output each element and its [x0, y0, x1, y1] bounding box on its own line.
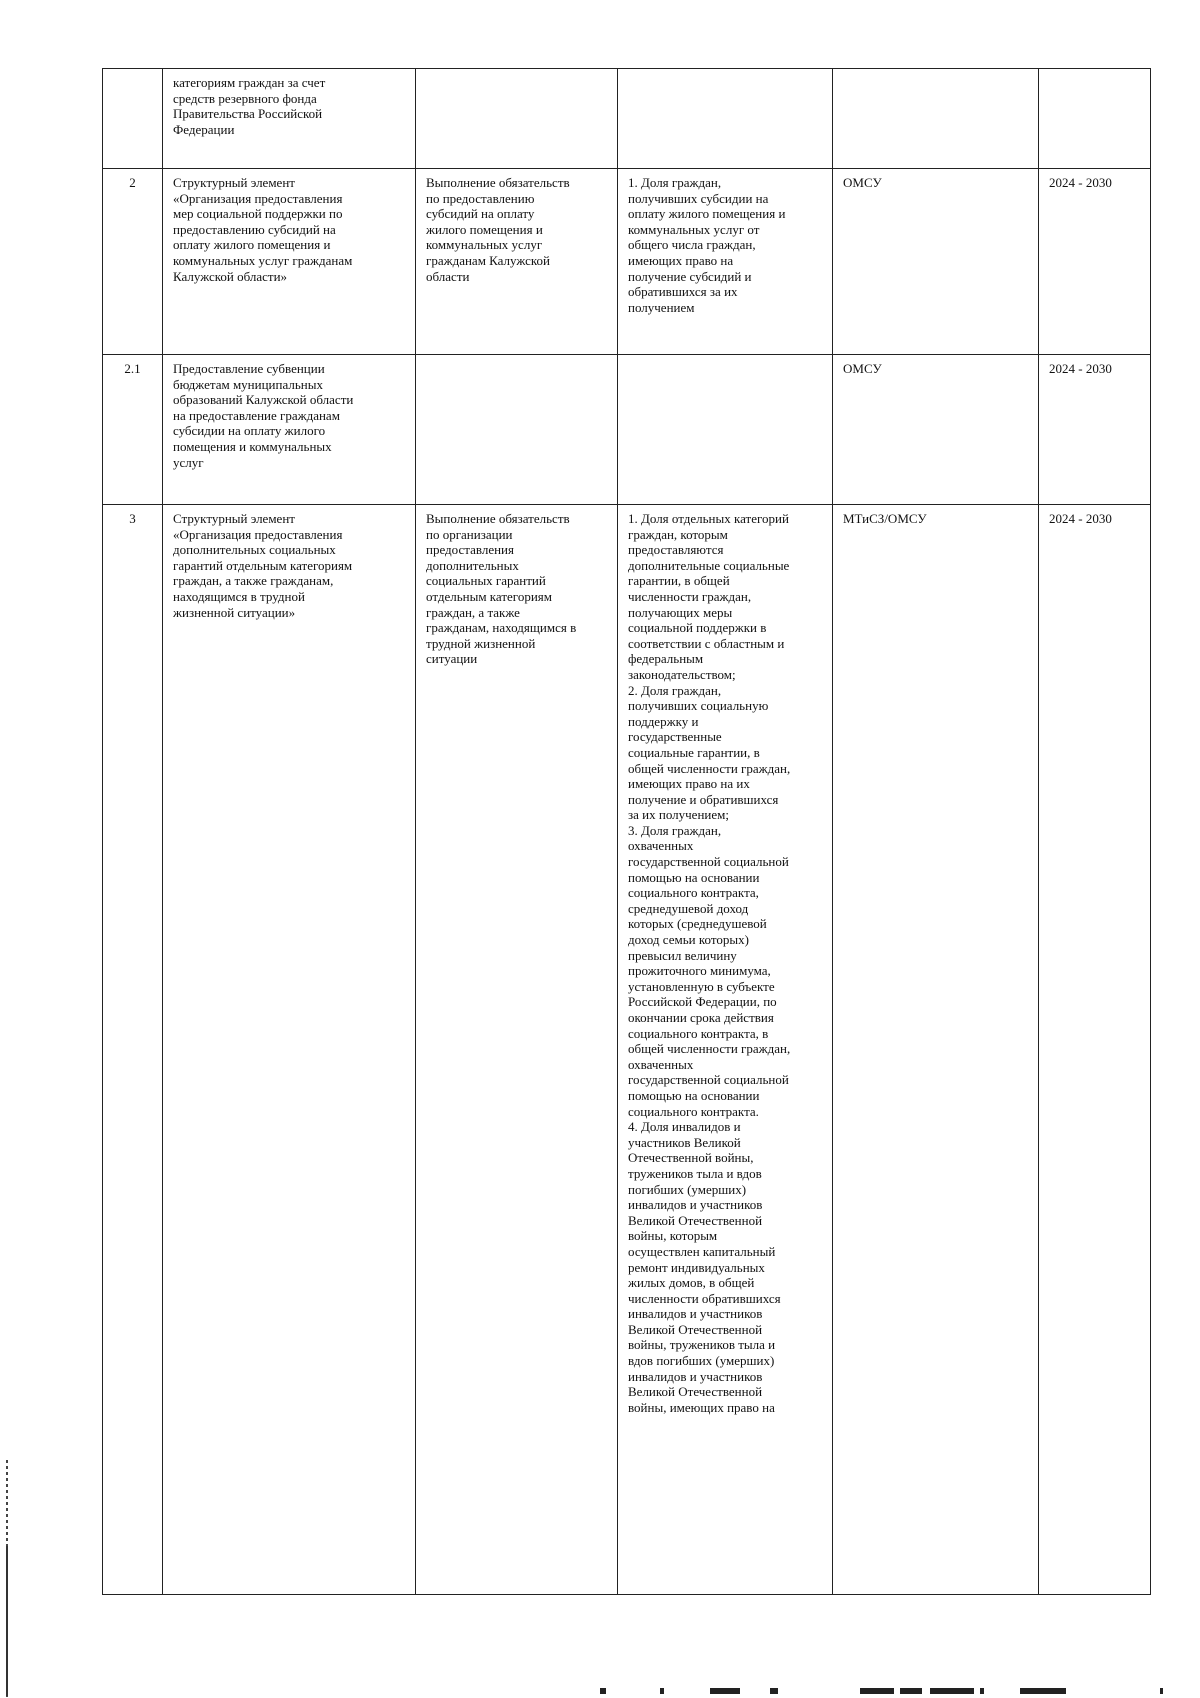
row-task: Выполнение обязательств по организации предоставления дополнительных социальных гарантий отдельным категориям граждан, а также гражданам, находящимся в трудной жизненной ситуации — [416, 505, 618, 1595]
program-structure-table — [102, 68, 1151, 1595]
table-row-2-1 — [103, 355, 1151, 505]
table-row-continuation — [103, 69, 1151, 169]
row-number: 2 — [103, 169, 163, 355]
scan-edge-line — [6, 1546, 8, 1696]
row-period: 2024 - 2030 — [1039, 505, 1151, 1595]
row-number: 3 — [103, 505, 163, 1595]
row-number — [103, 69, 163, 169]
row-period: 2024 - 2030 — [1039, 355, 1151, 505]
row-indicators: 1. Доля граждан, получивших субсидии на оплату жилого помещения и коммунальных услуг от общего числа граждан, имеющих право на получение субсидий и обратившихся за их получением — [618, 169, 833, 355]
row-number: 2.1 — [103, 355, 163, 505]
row-indicators — [618, 69, 833, 169]
scan-artifact-marks — [600, 1688, 1170, 1694]
row-indicators — [618, 355, 833, 505]
row-task — [416, 355, 618, 505]
row-responsible: ОМСУ — [833, 169, 1039, 355]
row-responsible: ОМСУ — [833, 355, 1039, 505]
row-name: Структурный элемент «Организация предоставления мер социальной поддержки по предоставлению субсидий на оплату жилого помещения и коммунальных услуг гражданам Калужской области» — [163, 169, 416, 355]
row-task: Выполнение обязательств по предоставлению субсидий на оплату жилого помещения и коммунальных услуг гражданам Калужской области — [416, 169, 618, 355]
table-row-2 — [103, 169, 1151, 355]
row-name: категориям граждан за счет средств резервного фонда Правительства Российской Федерации — [163, 69, 416, 169]
row-name: Структурный элемент «Организация предоставления дополнительных социальных гарантий отдельным категориям граждан, а также гражданам, находящимся в трудной жизненной ситуации» — [163, 505, 416, 1595]
row-responsible — [833, 69, 1039, 169]
row-task — [416, 69, 618, 169]
row-period: 2024 - 2030 — [1039, 169, 1151, 355]
row-responsible: МТиСЗ/ОМСУ — [833, 505, 1039, 1595]
row-indicators: 1. Доля отдельных категорий граждан, которым предоставляются дополнительные социальные гарантии, в общей численности граждан, получающих меры социальной поддержки в соответствии с областным и федеральным законодательством; 2. Доля граждан, получивших социальную поддержку и государственные социальные гарантии, в общей численности граждан, имеющих право на их получение и обратившихся за их получением; 3. Доля граждан, охваченных государственной социальной помощью на основании социального контракта, среднедушевой доход которых (среднедушевой доход семьи которых) превысил величину прожиточного минимума, установленную в субъекте Российской Федерации, по окончании срока действия социального контракта, в общей численности граждан, охваченных государственной социальной помощью на основании социального контракта. 4. Доля инвалидов и участников Великой Отечественной войны, тружеников тыла и вдов погибших (умерших) инвалидов и участников Великой Отечественной войны, которым осуществлен капитальный ремонт индивидуальных жилых домов, в общей численности обратившихся инвалидов и участников Великой Отечественной войны, тружеников тыла и вдов погибших (умерших) инвалидов и участников Великой Отечественной войны, имеющих право на — [618, 505, 833, 1595]
table-row-3 — [103, 505, 1151, 1595]
row-period — [1039, 69, 1151, 169]
row-name: Предоставление субвенции бюджетам муниципальных образований Калужской области на предоставление гражданам субсидии на оплату жилого помещения и коммунальных услуг — [163, 355, 416, 505]
